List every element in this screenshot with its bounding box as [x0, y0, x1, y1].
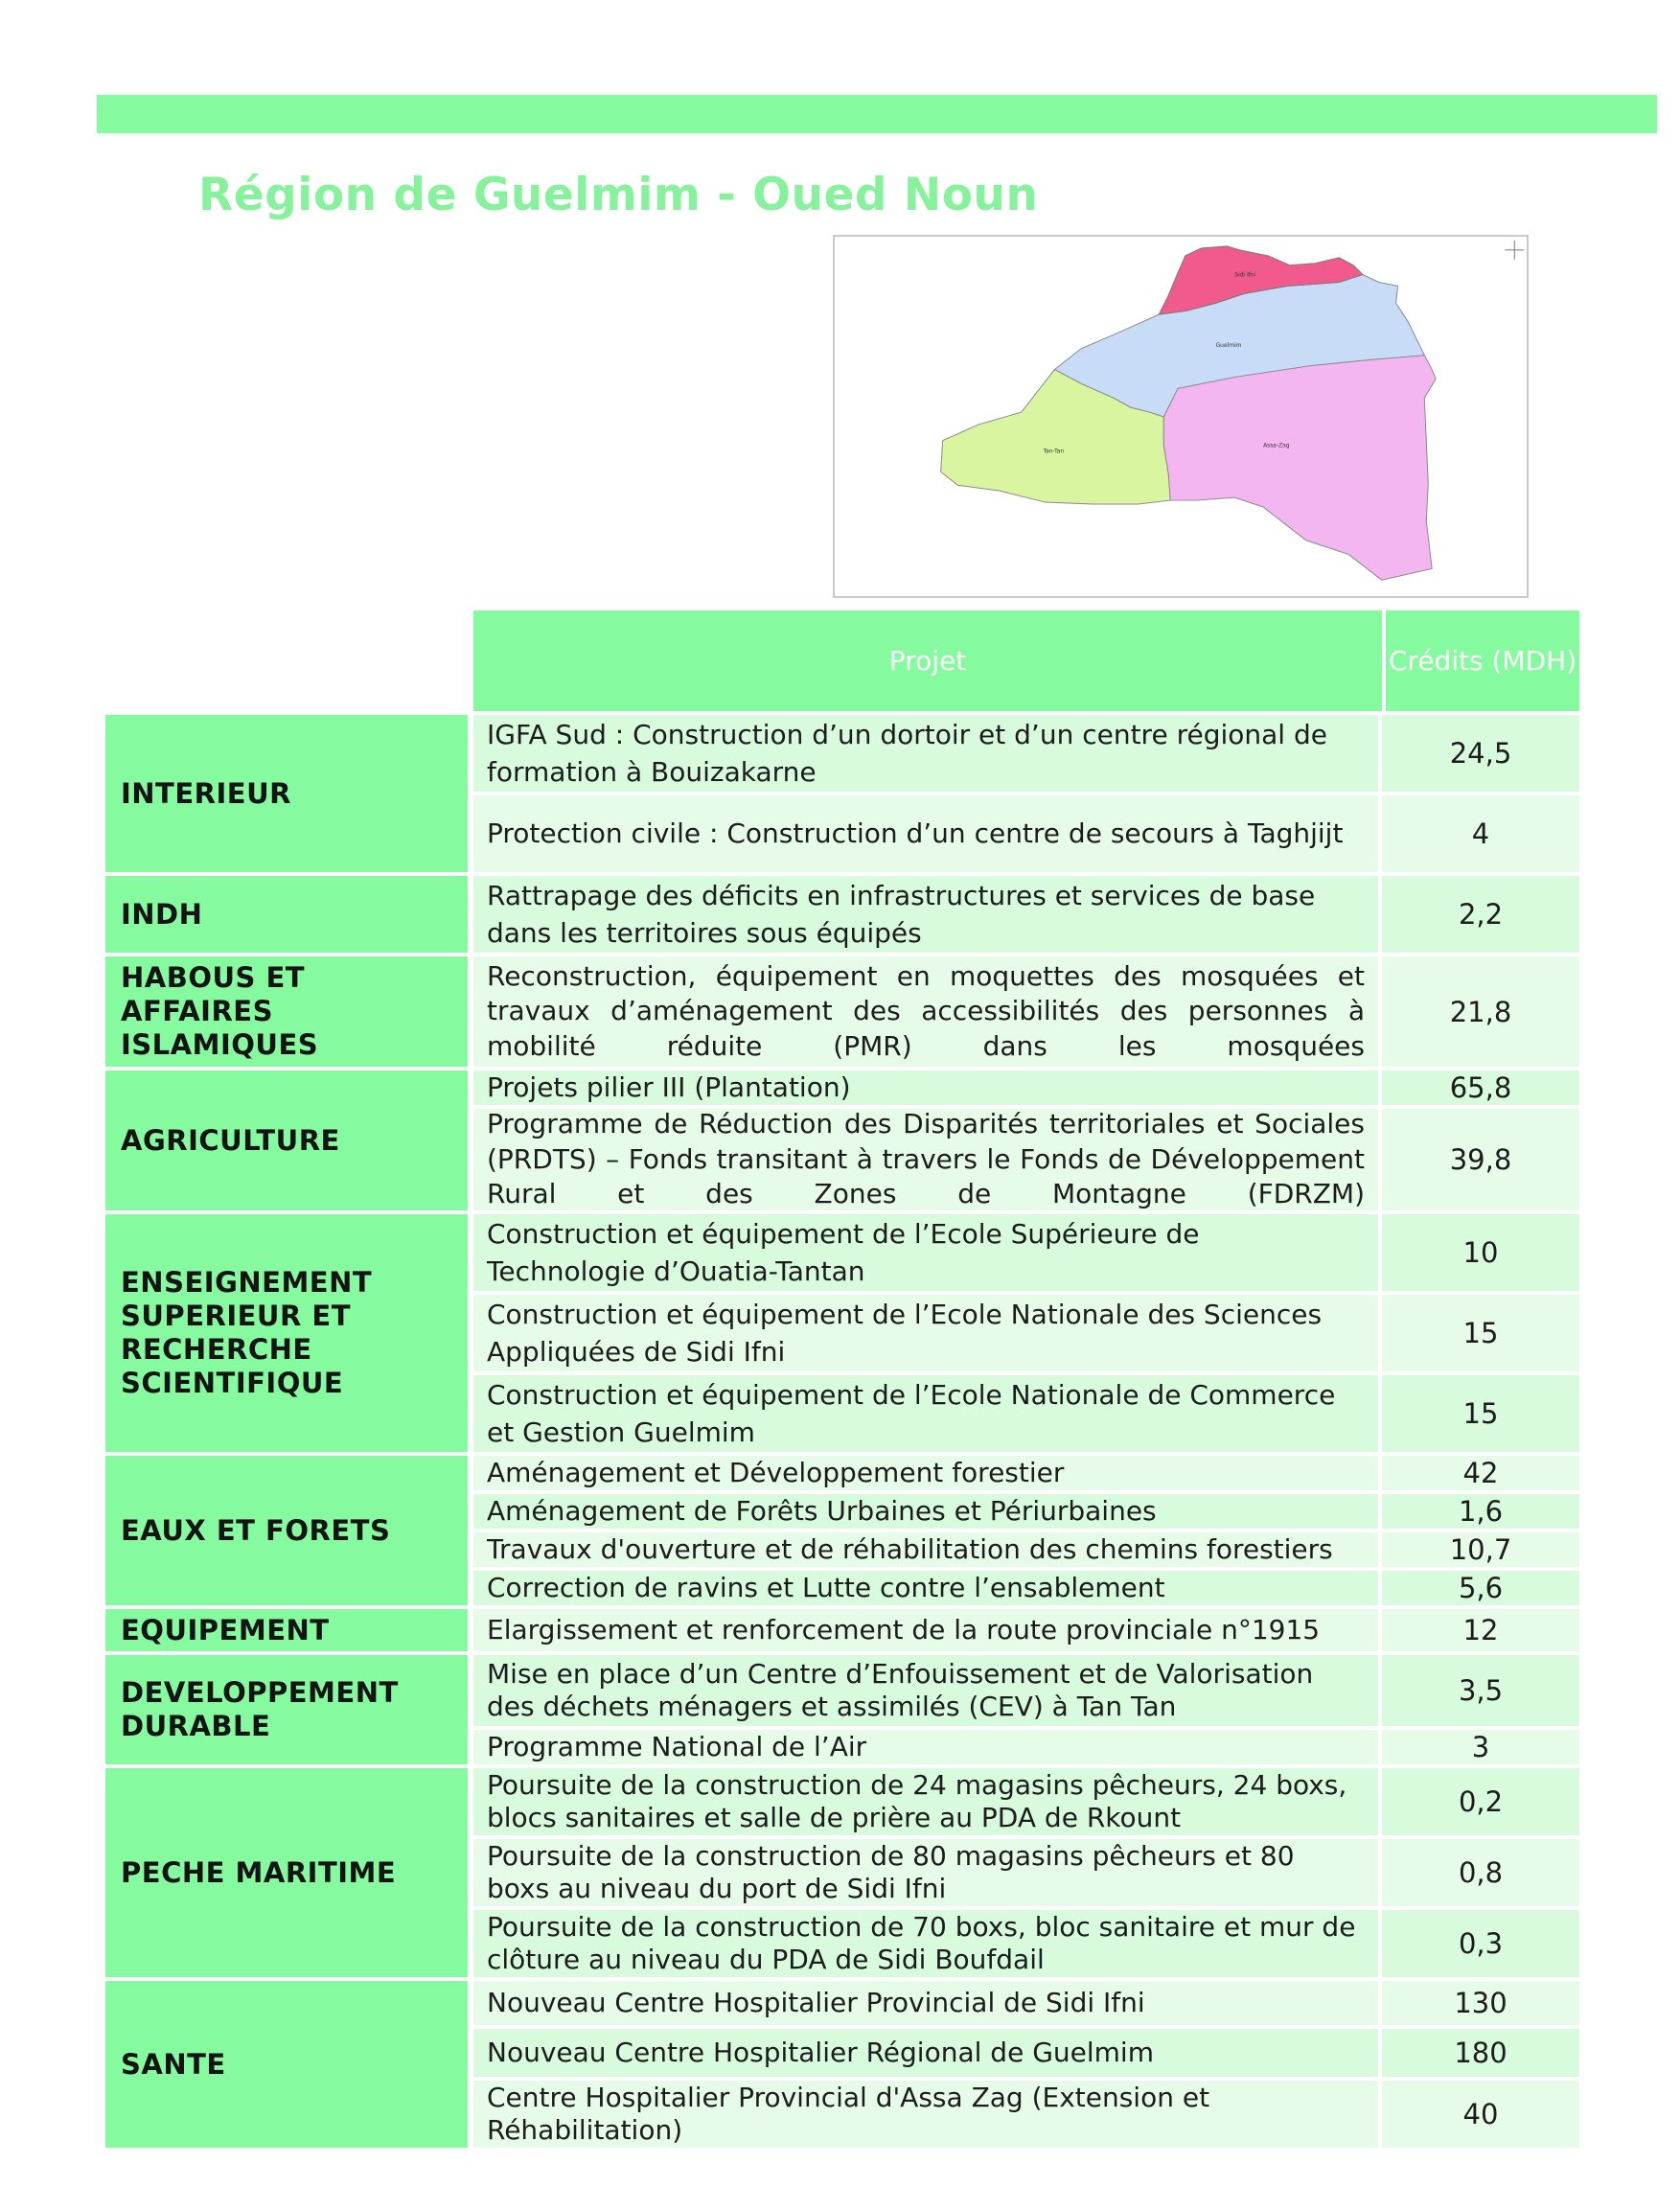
project-text: Construction et équipement de l’Ecole Nationale de Commerce et Gestion Guelmim [487, 1378, 1336, 1448]
project-text: Centre Hospitalier Provincial d'Assa Zag (Extension et Réhabilitation) [487, 2082, 1210, 2146]
credit-cell: 24,5 [1382, 715, 1579, 792]
credit-cell: 15 [1382, 1375, 1579, 1452]
project-text: Reconstruction, équipement en moquettes des mosquées et travaux d’aménagement des accessibilités des personnes à mobilité réduite (PMR) dans les mosquées [487, 959, 1365, 1062]
sector-name: AGRICULTURE [121, 1123, 340, 1157]
table-header [473, 610, 1579, 711]
sector-label [105, 956, 468, 1067]
credit-cell: 39,8 [1382, 1109, 1579, 1210]
project-cell [473, 1456, 1378, 1490]
credit-cell: 0,3 [1382, 1910, 1579, 1977]
project-cell [473, 1109, 1378, 1210]
project-text: Construction et équipement de l’Ecole Supérieure de Technologie d’Ouatia-Tantan [487, 1217, 1200, 1287]
project-text: IGFA Sud : Construction d’un dortoir et d’un centre régional de formation à Bouizakarne [487, 718, 1327, 788]
sector-name: HABOUS ET AFFAIRES ISLAMIQUES [121, 961, 319, 1061]
project-cell [473, 795, 1378, 872]
sector-name: EAUX ET FORETS [121, 1513, 391, 1547]
project-cell [473, 1532, 1378, 1567]
project-text: Elargissement et renforcement de la route provinciale n°1915 [487, 1614, 1321, 1646]
credit-cell: 12 [1382, 1609, 1579, 1651]
sector-name: DEVELOPPEMENT DURABLE [121, 1676, 399, 1742]
credit-cell: 5,6 [1382, 1571, 1579, 1605]
region-map-graphic [835, 237, 1527, 596]
sector-label [105, 1655, 468, 1764]
project-text: Nouveau Centre Hospitalier Régional de Guelmim [487, 2037, 1154, 2069]
province-label-tan-tan: Tan-Tan [1043, 448, 1065, 455]
project-cell [473, 956, 1378, 1067]
project-cell [473, 876, 1378, 953]
sector-label [105, 1768, 468, 1977]
project-text: Aménagement et Développement forestier [487, 1457, 1065, 1489]
project-text: Programme de Réduction des Disparités territoriales et Sociales (PRDTS) – Fonds transitant à travers le Fonds de Développement Rural et des Zones de Montagne (FDRZM) [487, 1108, 1365, 1210]
credit-cell: 130 [1382, 1981, 1579, 2025]
project-text: Poursuite de la construction de 24 magasins pêcheurs, 24 boxs, blocs sanitaires et salle de prière au PDA de Rkount [487, 1769, 1347, 1833]
project-cell [473, 1214, 1378, 1291]
credit-cell: 40 [1382, 2081, 1579, 2148]
sector-name: INDH [121, 897, 203, 931]
project-text: Protection civile : Construction d’un centre de secours à Taghjijt [487, 817, 1344, 850]
project-cell [473, 1375, 1378, 1452]
project-cell [473, 1768, 1378, 1835]
credit-cell: 4 [1382, 795, 1579, 872]
header-band [97, 95, 1657, 133]
credit-cell: 42 [1382, 1456, 1579, 1490]
credit-cell: 21,8 [1382, 956, 1579, 1067]
project-text: Construction et équipement de l’Ecole Nationale des Sciences Appliquées de Sidi Ifni [487, 1298, 1323, 1368]
province-label-assa-zag: Assa-Zag [1263, 442, 1290, 449]
project-text: Projets pilier III (Plantation) [487, 1071, 851, 1104]
province-assa-zag [1163, 356, 1436, 580]
project-text: Travaux d'ouverture et de réhabilitation des chemins forestiers [487, 1533, 1333, 1566]
credit-cell: 15 [1382, 1295, 1579, 1371]
sector-name: INTERIEUR [121, 776, 291, 810]
project-cell [473, 1730, 1378, 1764]
project-cell [473, 1655, 1378, 1726]
sector-name: EQUIPEMENT [121, 1613, 330, 1646]
project-text: Poursuite de la construction de 70 boxs, bloc sanitaire et mur de clôture au niveau du PDA de Sidi Boufdail [487, 1911, 1356, 1975]
province-label-sidi-ifni: Sidi Ifni [1234, 271, 1256, 279]
sector-label [105, 876, 468, 953]
credit-cell: 180 [1382, 2029, 1579, 2077]
credit-cell: 2,2 [1382, 876, 1579, 953]
column-header-credits: Crédits (MDH) [1386, 610, 1579, 711]
province-label-guelmim: Guelmim [1215, 341, 1242, 349]
project-cell [473, 1571, 1378, 1605]
page-title: Région de Guelmim - Oued Noun [198, 169, 1039, 221]
project-cell [473, 1609, 1378, 1651]
credit-cell: 3 [1382, 1730, 1579, 1764]
project-cell [473, 1494, 1378, 1529]
region-map [833, 235, 1529, 598]
project-text: Rattrapage des déficits en infrastructures et services de base dans les territoires sous équipés [487, 879, 1316, 949]
credit-cell: 3,5 [1382, 1655, 1579, 1726]
sector-name: ENSEIGNEMENT SUPERIEUR ET RECHERCHE SCIENTIFIQUE [121, 1266, 373, 1399]
project-text: Poursuite de la construction de 80 magasins pêcheurs et 80 boxs au niveau du port de Sidi Ifni [487, 1840, 1295, 1904]
sector-label [105, 1609, 468, 1651]
project-cell [473, 715, 1378, 792]
project-text: Programme National de l’Air [487, 1731, 867, 1763]
project-cell [473, 1070, 1378, 1105]
project-cell [473, 1295, 1378, 1371]
project-cell [473, 1981, 1378, 2025]
sector-label [105, 1070, 468, 1210]
sector-name: PECHE MARITIME [121, 1855, 397, 1889]
project-text: Aménagement de Forêts Urbaines et Périurbaines [487, 1495, 1157, 1528]
project-cell [473, 2081, 1378, 2148]
credit-cell: 0,2 [1382, 1768, 1579, 1835]
sector-name: SANTE [121, 2047, 226, 2081]
credit-cell: 10,7 [1382, 1532, 1579, 1567]
project-cell [473, 1910, 1378, 1977]
sector-label [105, 1981, 468, 2148]
credit-cell: 65,8 [1382, 1070, 1579, 1105]
column-header-projet: Projet [473, 610, 1382, 711]
credit-cell: 10 [1382, 1214, 1579, 1291]
project-cell [473, 1839, 1378, 1906]
sector-label [105, 715, 468, 872]
sector-label [105, 1456, 468, 1605]
project-text: Mise en place d’un Centre d’Enfouissement et de Valorisation des déchets ménagers et assimilés (CEV) à Tan Tan [487, 1658, 1314, 1722]
credit-cell: 1,6 [1382, 1494, 1579, 1529]
credit-cell: 0,8 [1382, 1839, 1579, 1906]
project-cell [473, 2029, 1378, 2077]
project-text: Nouveau Centre Hospitalier Provincial de Sidi Ifni [487, 1987, 1145, 2019]
project-text: Correction de ravins et Lutte contre l’ensablement [487, 1572, 1165, 1604]
sector-label [105, 1214, 468, 1452]
